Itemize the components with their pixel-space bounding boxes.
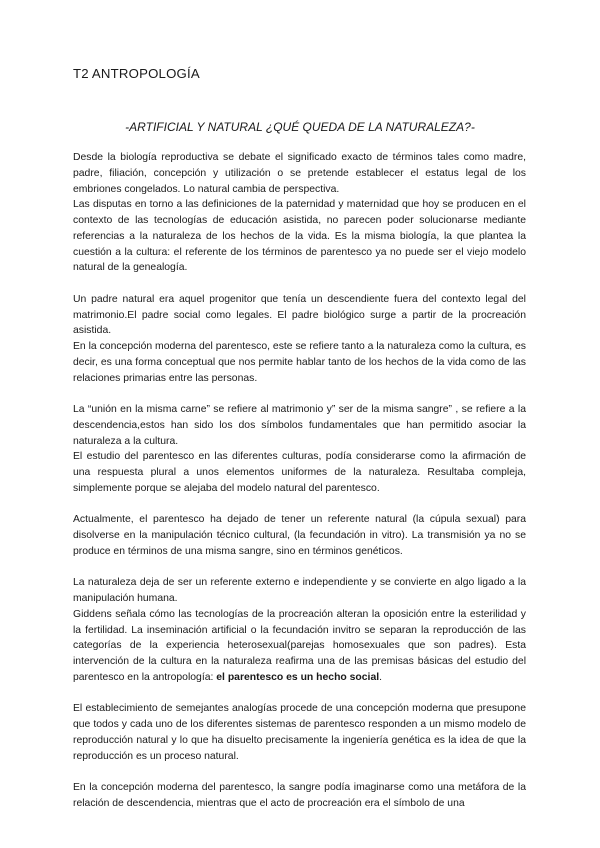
document-body	[73, 150, 526, 812]
paragraph-text: Giddens señala cómo las tecnologías de la procreación alteran la oposición entre la esterilidad y la fertilidad. La inseminación artificial o la fecundación invitro se separan la reproducción de las categorías de la experiencia heterosexual(parejas homosexuales que son padres). Esta intervención de la cultura en la naturaleza reafirma una de las premisas básicas del estudio del parentesco en la antropología:	[73, 608, 526, 683]
document-title: -ARTIFICIAL Y NATURAL ¿QUÉ QUEDA DE LA NATURALEZA?-	[125, 120, 475, 134]
paragraph: El estudio del parentesco en las diferentes culturas, podía considerarse como la afirmación de una respuesta plural a unos elementos uniformes de la naturaleza. Resultaba compleja, simplemente porque se alejaba del modelo natural del parentesco.	[73, 451, 526, 494]
paragraph: En la concepción moderna del parentesco, este se refiere tanto a la naturaleza como la cultura, es decir, es una forma conceptual que nos permite hablar tanto de los hechos de la vida como de las relaciones primarias entre las personas.	[73, 341, 526, 384]
emphasis-text: el parentesco es un hecho social	[216, 671, 380, 683]
paragraph: La “unión en la misma carne” se refiere al matrimonio y” ser de la misma sangre” , se refiere a la descendencia,estos han sido los dos símbolos fundamentales que han permitido asociar la naturaleza a la cultura.	[73, 404, 526, 447]
paragraph: En la concepción moderna del parentesco, la sangre podía imaginarse como una metáfora de la relación de descendencia, mientras que el acto de procreación era el símbolo de una	[73, 782, 526, 809]
paragraph: El establecimiento de semejantes analogías procede de una concepción moderna que presupone que todos y cada uno de los diferentes sistemas de parentesco responden a un mismo modelo de reproducción natural y lo que ha disuelto precisamente la ingeniería genética es la idea de que la reproducción es un proceso natural.	[73, 703, 526, 762]
paragraph: Las disputas en torno a las definiciones de la paternidad y maternidad que hoy se producen en el contexto de las tecnologías de educación asistida, no parecen poder solucionarse mediante referencias a la naturaleza de los hechos de la vida. Es la misma biología, la que plantea la cuestión a la cultura: el referente de los términos de parentesco ya no puede ser el viejo modelo natural de la genealogía.	[73, 199, 526, 274]
paragraph: Desde la biología reproductiva se debate el significado exacto de términos tales como madre, padre, filiación, concepción y utilización o se pretende establecer el estatus legal de los embriones congelados. Lo natural cambia de perspectiva.	[73, 152, 526, 195]
document-header: T2 ANTROPOLOGÍA	[73, 66, 200, 81]
paragraph: Actualmente, el parentesco ha dejado de tener un referente natural (la cúpula sexual) para disolverse en la manipulación técnico cultural, (la fecundación in vitro). La transmisión ya no se produce en términos de una misma sangre, sino en términos genéticos.	[73, 514, 526, 557]
paragraph: La naturaleza deja de ser un referente externo e independiente y se convierte en algo ligado a la manipulación humana.	[73, 577, 526, 604]
paragraph: Un padre natural era aquel progenitor que tenía un descendiente fuera del contexto legal del matrimonio.El padre social como legales. El padre biológico surge a partir de la procreación asistida.	[73, 293, 526, 337]
paragraph-with-emphasis	[73, 607, 526, 686]
paragraph-text-end: .	[379, 671, 383, 683]
